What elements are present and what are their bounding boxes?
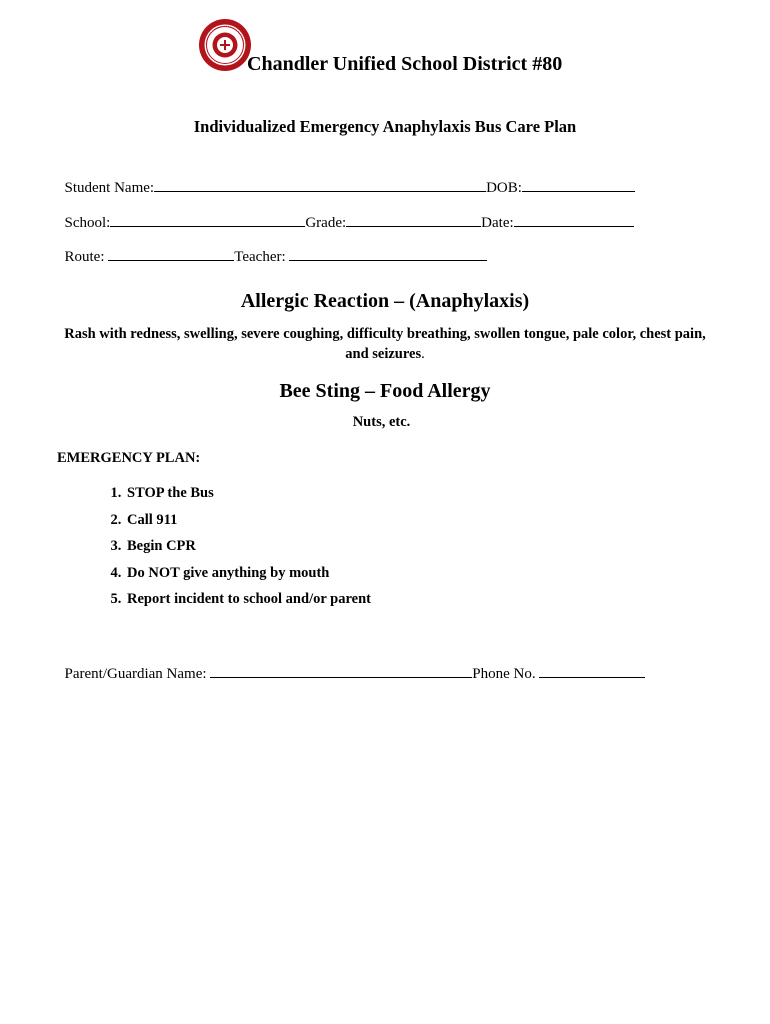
route-info-row bbox=[57, 229, 487, 266]
emergency-step: 2. Call 911 bbox=[125, 512, 371, 539]
student-info-row bbox=[57, 160, 635, 197]
school-field[interactable] bbox=[110, 212, 305, 227]
allergic-reaction-heading: Allergic Reaction – (Anaphylaxis) bbox=[240, 290, 530, 312]
emergency-plan-heading: EMERGENCY PLAN: bbox=[57, 450, 201, 466]
parent-name-field[interactable] bbox=[210, 663, 472, 678]
grade-label: Grade: bbox=[305, 215, 347, 231]
bee-sting-heading: Bee Sting – Food Allergy bbox=[279, 380, 491, 402]
grade-field[interactable] bbox=[346, 212, 481, 227]
form-title: Individualized Emergency Anaphylaxis Bus Care Plan bbox=[193, 117, 577, 136]
teacher-label: Teacher: bbox=[234, 249, 290, 265]
emergency-step: 1. STOP the Bus bbox=[125, 485, 371, 512]
emergency-step: 3. Begin CPR bbox=[125, 538, 371, 565]
student-name-label: Student Name: bbox=[64, 180, 155, 196]
allergy-note: Nuts, etc. bbox=[352, 414, 411, 430]
symptoms-description bbox=[60, 324, 710, 364]
teacher-field[interactable] bbox=[289, 246, 487, 261]
district-seal-logo bbox=[198, 18, 252, 72]
symptoms-text: Rash with redness, swelling, severe coughing, difficulty breathing, swollen tongue, pale color, chest pain, and seizures bbox=[64, 326, 706, 362]
route-label: Route: bbox=[64, 249, 109, 265]
symptoms-period: . bbox=[421, 346, 425, 362]
emergency-step: 5. Report incident to school and/or parent bbox=[125, 591, 371, 618]
district-title: Chandler Unified School District #80 bbox=[247, 53, 563, 75]
phone-field[interactable] bbox=[539, 663, 645, 678]
dob-label: DOB: bbox=[486, 180, 522, 196]
parent-name-label: Parent/Guardian Name: bbox=[64, 666, 211, 682]
phone-label: Phone No. bbox=[472, 666, 540, 682]
school-label: School: bbox=[64, 215, 111, 231]
date-field[interactable] bbox=[514, 212, 634, 227]
emergency-step: 4. Do NOT give anything by mouth bbox=[125, 565, 371, 592]
parent-info-row bbox=[57, 646, 645, 683]
school-info-row bbox=[57, 195, 634, 232]
route-field[interactable] bbox=[108, 246, 234, 261]
date-label: Date: bbox=[481, 215, 514, 231]
dob-field[interactable] bbox=[522, 177, 635, 192]
student-name-field[interactable] bbox=[154, 177, 486, 192]
emergency-steps-list bbox=[56, 485, 371, 618]
